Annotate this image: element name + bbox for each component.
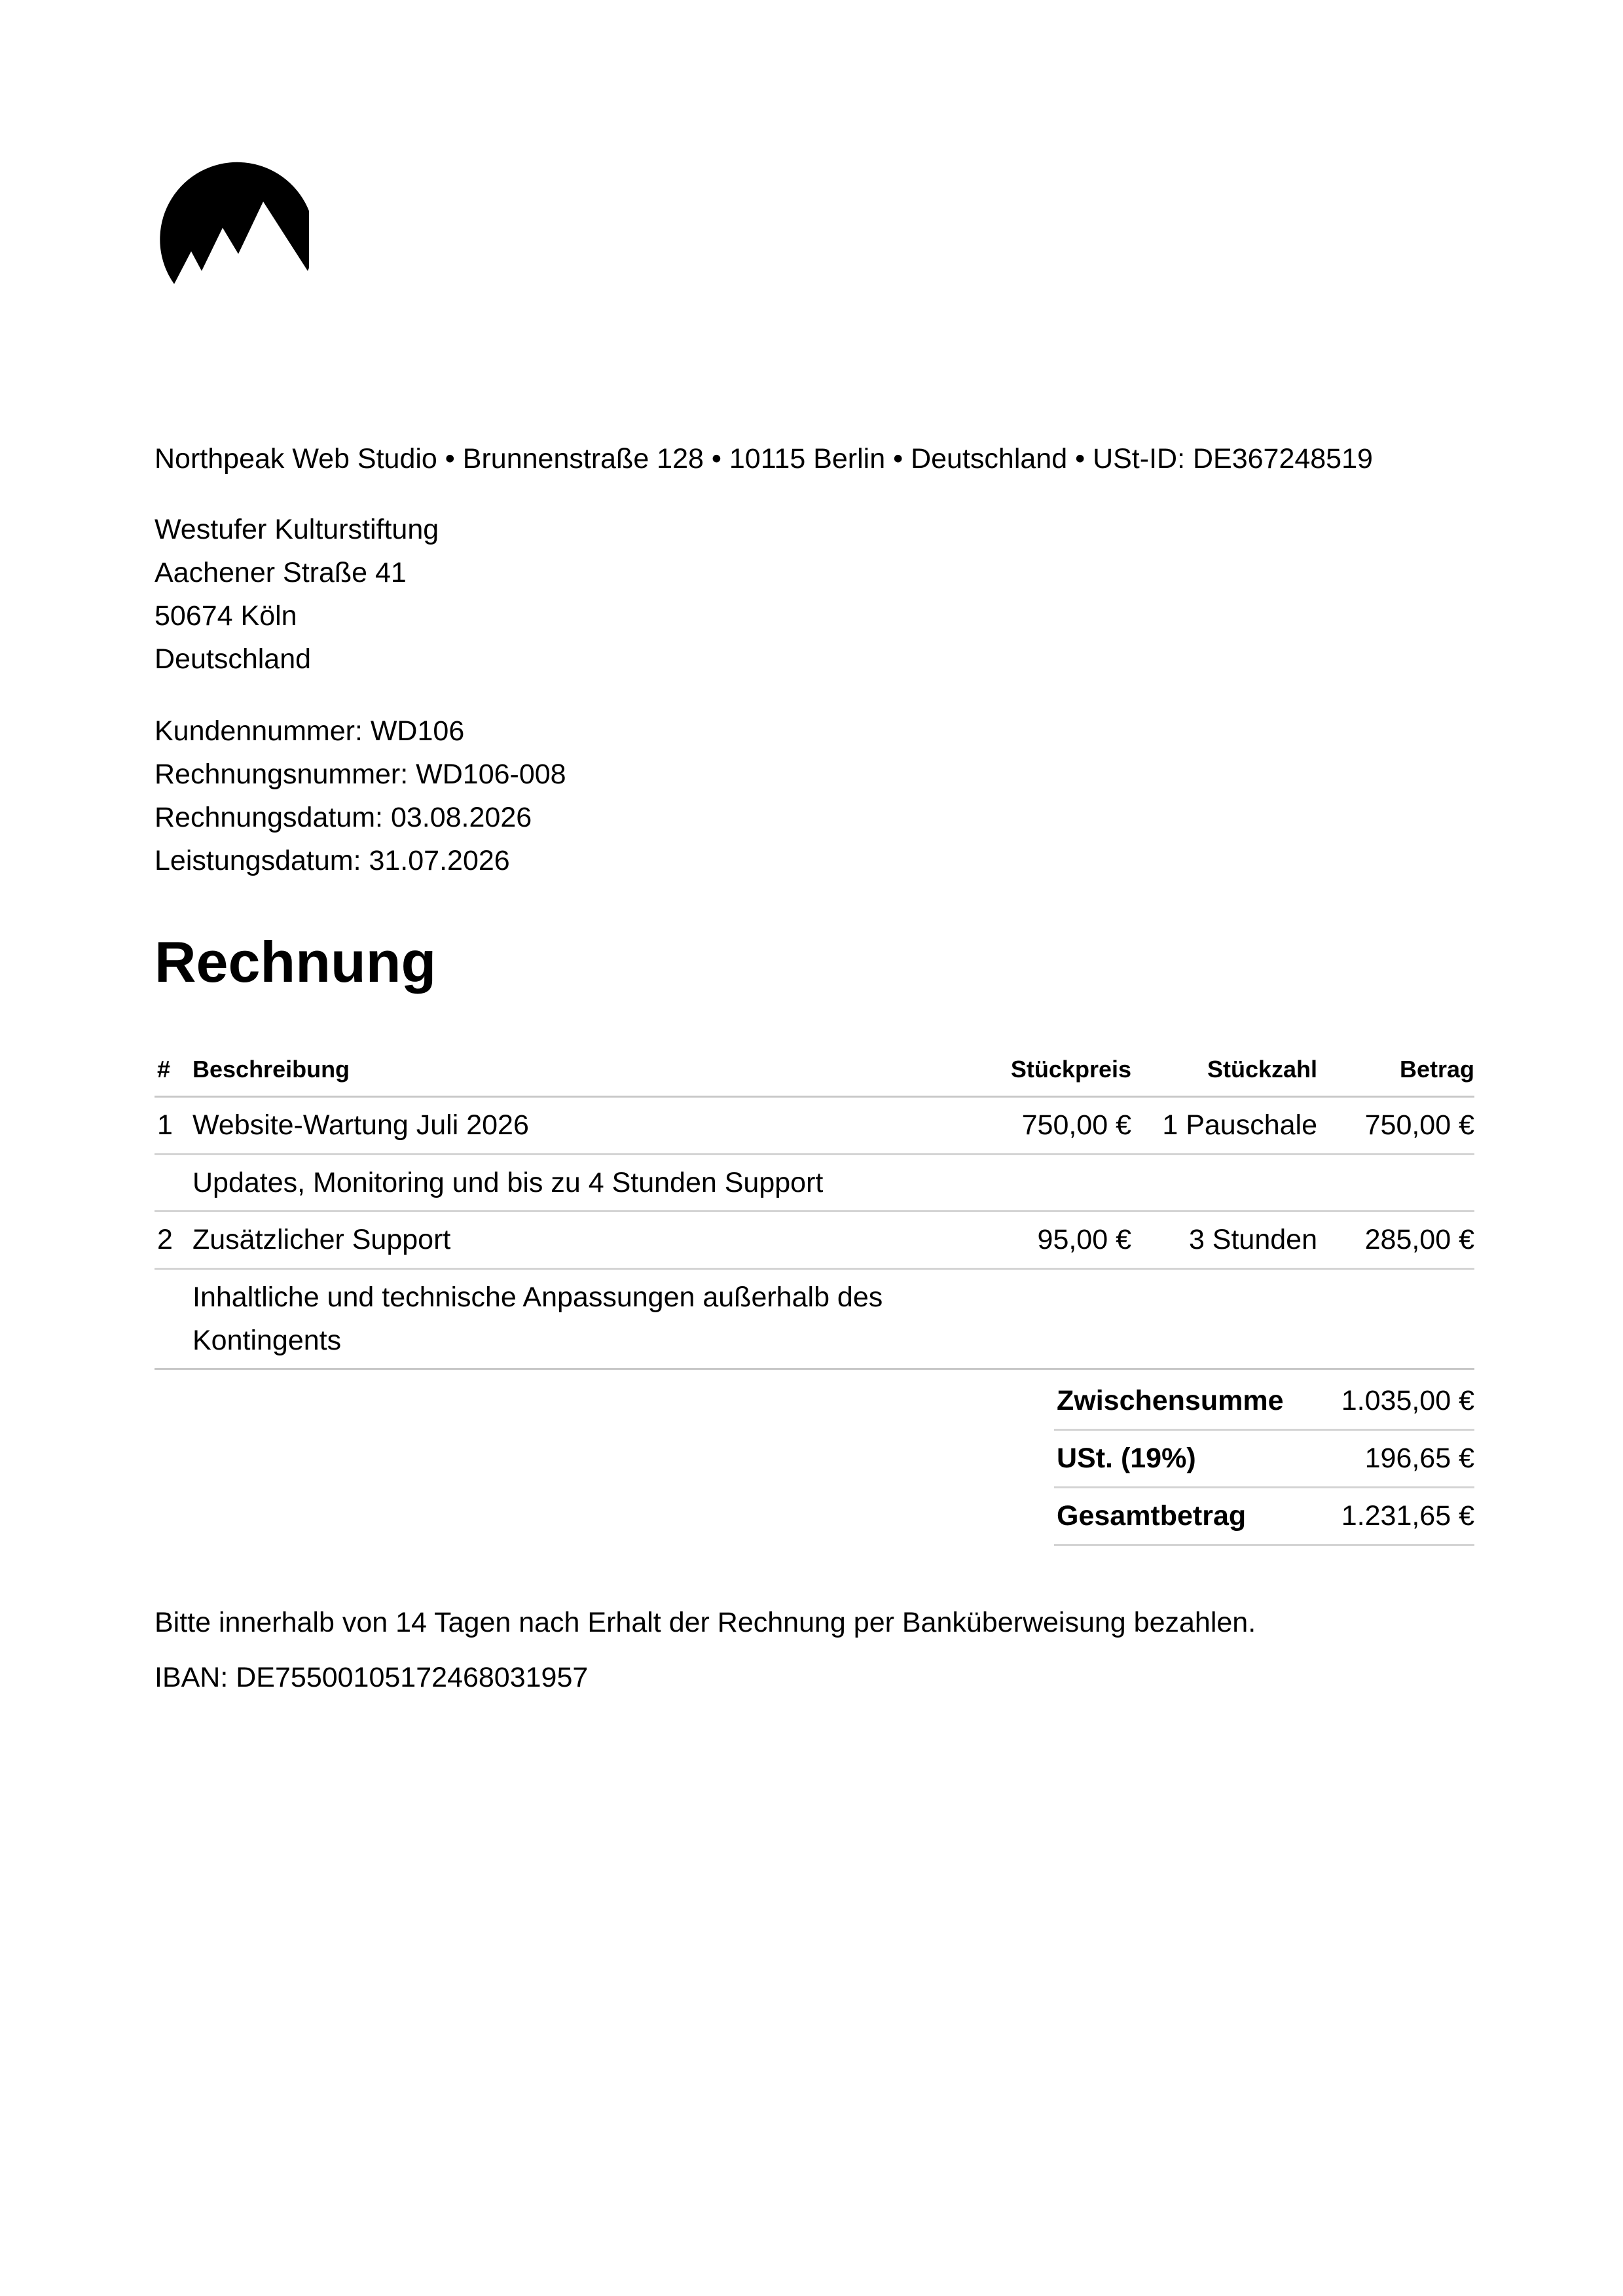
item-num: 2 (155, 1211, 192, 1269)
subtotal-label: Zwischensumme (1054, 1373, 1315, 1430)
invoice-date: Rechnungsdatum: 03.08.2026 (155, 802, 532, 833)
item-num: 1 (155, 1097, 192, 1155)
line-items-table (155, 1043, 1474, 1370)
item-quantity: 1 Pauschale (1131, 1097, 1317, 1155)
mountain-logo-icon (155, 156, 309, 287)
item-unit-price: 750,00 € (945, 1097, 1131, 1155)
page-title: Rechnung (155, 929, 437, 994)
item-amount: 750,00 € (1317, 1097, 1474, 1155)
item-detail: Updates, Monitoring und bis zu 4 Stunden Support (192, 1155, 1131, 1211)
total-row (1054, 1488, 1474, 1545)
header-amount: Betrag (1317, 1043, 1474, 1097)
table-detail-row (155, 1155, 1474, 1211)
total-label: Gesamtbetrag (1054, 1488, 1315, 1545)
table-row (155, 1097, 1474, 1155)
table-row (155, 1211, 1474, 1269)
subtotal-value: 1.035,00 € (1315, 1373, 1474, 1430)
header-unit-price: Stückpreis (945, 1043, 1131, 1097)
tax-value: 196,65 € (1315, 1430, 1474, 1488)
recipient-country: Deutschland (155, 643, 312, 675)
item-unit-price: 95,00 € (945, 1211, 1131, 1269)
item-detail: Inhaltliche und technische Anpassungen außerhalb des Kontingents (192, 1269, 945, 1369)
recipient-city: 50674 Köln (155, 600, 297, 632)
header-description: Beschreibung (192, 1043, 945, 1097)
iban-line: IBAN: DE75500105172468031957 (155, 1662, 589, 1693)
total-value: 1.231,65 € (1315, 1488, 1474, 1545)
header-quantity: Stückzahl (1131, 1043, 1317, 1097)
tax-row (1054, 1430, 1474, 1488)
recipient-street: Aachener Straße 41 (155, 557, 407, 588)
invoice-number: Rechnungsnummer: WD106-008 (155, 759, 566, 790)
customer-number: Kundennummer: WD106 (155, 715, 465, 747)
totals-table (1054, 1373, 1474, 1546)
table-detail-row (155, 1269, 1474, 1369)
payment-note: Bitte innerhalb von 14 Tagen nach Erhalt der Rechnung per Banküberweisung bezahlen. (155, 1607, 1256, 1638)
invoice-meta (155, 709, 566, 882)
table-header-row (155, 1043, 1474, 1097)
service-date: Leistungsdatum: 31.07.2026 (155, 845, 510, 876)
subtotal-row (1054, 1373, 1474, 1430)
item-description: Website-Wartung Juli 2026 (192, 1097, 945, 1155)
sender-address-line: Northpeak Web Studio • Brunnenstraße 128 • 10115 Berlin • Deutschland • USt-ID: DE367248519 (155, 443, 1373, 475)
tax-label: USt. (19%) (1054, 1430, 1315, 1488)
recipient-name: Westufer Kulturstiftung (155, 514, 439, 545)
item-quantity: 3 Stunden (1131, 1211, 1317, 1269)
item-amount: 285,00 € (1317, 1211, 1474, 1269)
recipient-address (155, 508, 439, 681)
item-description: Zusätzlicher Support (192, 1211, 945, 1269)
header-num: # (155, 1043, 192, 1097)
